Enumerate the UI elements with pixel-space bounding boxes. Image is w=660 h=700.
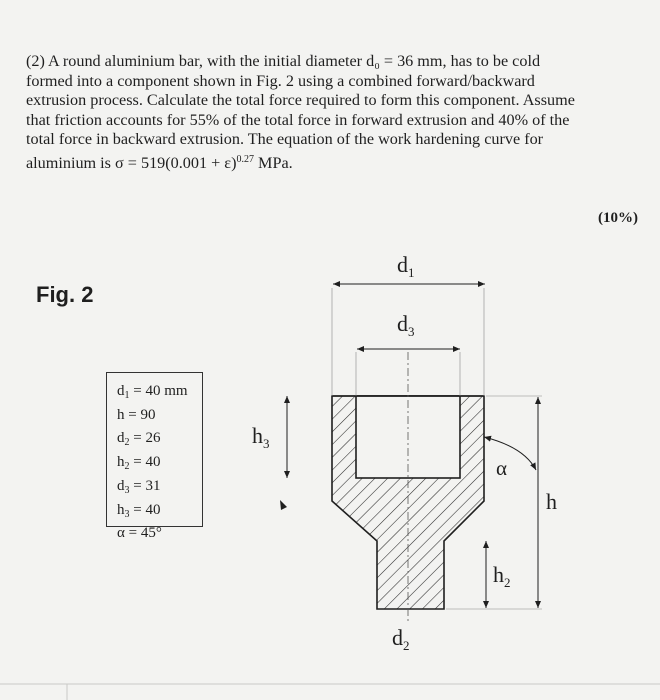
flow-curve-units: MPa. [254,153,293,172]
dimension-row: h = 90 [117,406,156,423]
flow-curve-equation: aluminium is σ = 519(0.001 + ε) [26,153,237,172]
dimension-row: $h_3 = 40$ [117,501,161,520]
problem-line-4: that friction accounts for 55% of the total force in forward extrusion and 40% of the [26,110,570,129]
problem-line-3: extrusion process. Calculate the total force required to form this component. Assume [26,91,575,109]
dimension-row: $d_2 = 26$ [117,430,161,449]
dimension-row: α = 45° [117,525,162,542]
problem-line-1: (2) A round aluminium bar, with the initial diameter d₀ = 36 mm, has to be cold [26,52,541,70]
dimension-row: $h_2 = 40$ [117,454,161,473]
h2-label: $h_2$ [493,562,511,590]
h3-label: $h_3$ [252,423,270,451]
dimension-row: $d_1 = 40$ mm [117,383,188,401]
alpha-label: α [496,456,508,480]
flow-curve-exponent: 0.27 [236,153,254,165]
d3-label: $d_3$ [397,311,415,339]
d2-label: $d_2$ [392,625,410,653]
h3-leader-arrow [280,500,287,510]
figure-label: Fig. 2 [36,282,94,307]
problem-line-5: total force in backward extrusion. The equation of the work hardening curve for [26,130,544,148]
d1-label: $d_1$ [397,252,415,280]
dimension-row: $d_3 = 31$ [117,477,161,496]
alpha-angle-arc [484,437,536,470]
marks-weight: (10%) [598,210,638,226]
h-label: h [546,489,557,514]
problem-line-2: formed into a component shown in Fig. 2 using a combined forward/backward [26,71,535,90]
